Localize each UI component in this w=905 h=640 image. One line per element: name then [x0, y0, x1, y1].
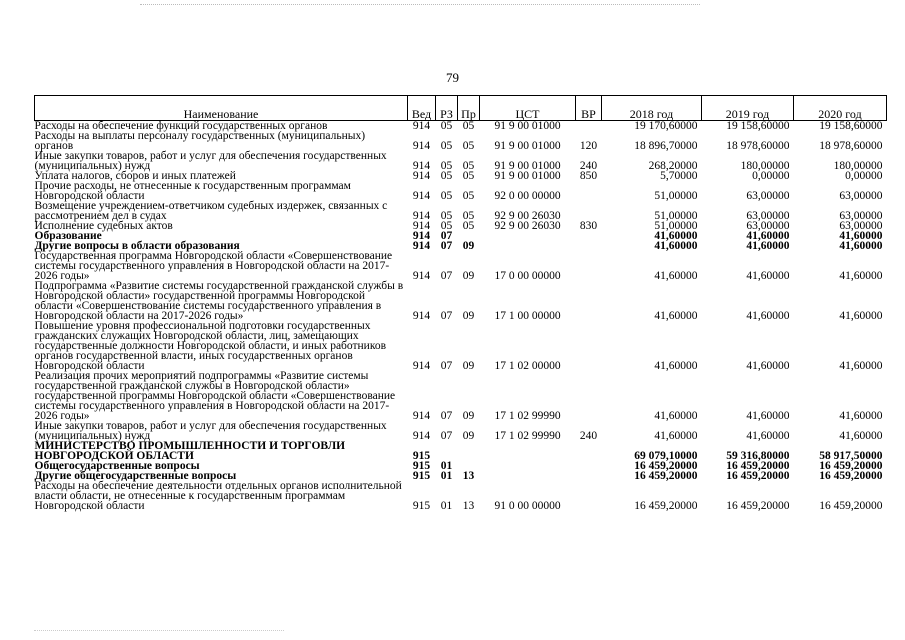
cell-2020: 58 917,50000 — [819, 450, 883, 462]
cell-rz: 07 — [440, 230, 453, 242]
table-row — [35, 481, 887, 511]
cell-ved: 914 — [412, 410, 431, 422]
cell-name: Исполнение судебных актов — [34, 220, 173, 232]
cell-name: Реализация прочих мероприятий подпрограммы «Развитие системы государственной гражданской службы в Новгородской области» государственной программы Новгородской области «Совершенствование системы государственного управления в Новгородской области на 2017-2026 годы» — [34, 370, 396, 422]
cell-rz: 07 — [440, 360, 453, 372]
cell-ved: 915 — [412, 450, 431, 462]
cell-cst: 17 1 02 99990 — [494, 410, 561, 422]
cell-ved: 914 — [412, 360, 431, 372]
cell-ved: 915 — [412, 460, 431, 472]
header-name: Наименование — [35, 96, 408, 121]
cell-2020: 18 978,60000 — [819, 140, 883, 152]
cell-2020: 16 459,20000 — [819, 500, 883, 512]
cell-pr: 09 — [462, 240, 475, 252]
cell-pr: 09 — [462, 430, 475, 442]
table-row — [35, 281, 887, 321]
cell-vr — [576, 231, 602, 241]
cell-vr — [576, 321, 602, 371]
cell-2018: 41,60000 — [654, 360, 698, 372]
cell-pr: 05 — [462, 210, 475, 222]
cell-2018: 18 896,70000 — [634, 140, 698, 152]
cell-2018: 41,60000 — [654, 430, 698, 442]
cell-vr: 240 — [579, 160, 598, 172]
cell-rz: 05 — [440, 220, 453, 232]
cell-pr: 05 — [462, 170, 475, 182]
cell-2020: 41,60000 — [839, 270, 883, 282]
table-header-row — [35, 96, 887, 121]
cell-2020: 41,60000 — [839, 230, 883, 242]
cell-cst: 91 9 00 01000 — [494, 120, 561, 132]
cell-pr: 05 — [462, 220, 475, 232]
cell-2020: 41,60000 — [839, 310, 883, 322]
header-vr: ВР — [576, 96, 602, 121]
cell-vr — [576, 121, 602, 132]
cell-ved: 914 — [412, 210, 431, 222]
cell-rz: 01 — [440, 460, 453, 472]
cell-name: Прочие расходы, не отнесенные к государственным программам Новгородской области — [34, 180, 351, 202]
table-row — [35, 131, 887, 151]
cell-2019: 41,60000 — [746, 360, 790, 372]
cell-2019: 180,00000 — [740, 160, 790, 172]
cell-name: Государственная программа Новгородской области «Совершенствование системы государственного управления в Новгородской области на 2017-2026 годы» — [34, 250, 393, 282]
cell-2019: 41,60000 — [746, 430, 790, 442]
cell-ved: 914 — [412, 270, 431, 282]
cell-rz: 01 — [440, 470, 453, 482]
cell-pr: 05 — [462, 160, 475, 172]
cell-rz — [436, 441, 458, 461]
cell-pr: 09 — [462, 410, 475, 422]
cell-rz: 07 — [440, 240, 453, 252]
cell-name: Возмещение учреждением-ответчиком судебных издержек, связанных с рассмотрением дел в судах — [34, 200, 388, 222]
cell-ved: 914 — [412, 140, 431, 152]
cell-cst: 17 1 00 00000 — [494, 310, 561, 322]
cell-cst — [480, 461, 576, 471]
cell-2019: 63,00000 — [746, 190, 790, 202]
cell-rz: 05 — [440, 160, 453, 172]
cell-vr — [576, 241, 602, 251]
cell-pr: 13 — [462, 470, 475, 482]
cell-vr — [576, 201, 602, 221]
cell-name: Иные закупки товаров, работ и услуг для обеспечения государственных (муниципальных) нужд — [34, 150, 387, 172]
cell-vr: 240 — [579, 430, 598, 442]
cell-cst: 92 0 00 00000 — [494, 190, 561, 202]
header-pr: Пр — [458, 96, 480, 121]
cell-rz: 05 — [440, 120, 453, 132]
cell-cst: 91 0 00 00000 — [494, 500, 561, 512]
cell-name: Расходы на выплаты персоналу государственных (муниципальных) органов — [34, 130, 366, 152]
cell-vr: 120 — [579, 140, 598, 152]
cell-2018: 5,70000 — [660, 170, 698, 182]
cell-2018: 16 459,20000 — [634, 500, 698, 512]
header-2019: 2019 год — [702, 96, 794, 121]
cell-cst — [480, 231, 576, 241]
table-row — [35, 251, 887, 281]
cell-cst: 17 0 00 00000 — [494, 270, 561, 282]
cell-2019: 41,60000 — [746, 270, 790, 282]
cell-2019: 18 978,60000 — [726, 140, 790, 152]
cell-vr — [576, 461, 602, 471]
cell-2019: 16 459,20000 — [726, 460, 790, 472]
cell-cst: 17 1 02 99990 — [494, 430, 561, 442]
cell-name: Другие вопросы в области образования — [34, 240, 240, 252]
cell-2020: 0,00000 — [845, 170, 883, 182]
cell-2020: 41,60000 — [839, 360, 883, 372]
cell-name: Расходы на обеспечение функций государственных органов — [34, 120, 328, 132]
cell-2019: 19 158,60000 — [726, 120, 790, 132]
cell-pr: 05 — [462, 140, 475, 152]
header-ved: Вед — [408, 96, 436, 121]
cell-name: Расходы на обеспечение деятельности отдельных органов исполнительной власти области, не отнесенные к государственным программам Новгородской области — [34, 480, 402, 512]
cell-rz: 05 — [440, 170, 453, 182]
cell-2020: 41,60000 — [839, 240, 883, 252]
cell-vr — [576, 441, 602, 461]
cell-vr — [576, 181, 602, 201]
cell-ved: 915 — [412, 500, 431, 512]
cell-pr: 09 — [462, 310, 475, 322]
table-row — [35, 371, 887, 421]
cell-cst — [480, 471, 576, 481]
cell-2020: 41,60000 — [839, 410, 883, 422]
cell-2020: 63,00000 — [839, 220, 883, 232]
cell-name: Повышение уровня профессиональной подготовки государственных гражданских служащих Новгородской области, лиц, замещающих государственные должности Новгородской области, и иных работников органов государственной власти, иных государственных органов Новгородской области — [34, 320, 387, 372]
cell-cst: 92 9 00 26030 — [494, 210, 561, 222]
cell-cst — [480, 441, 576, 461]
cell-vr — [576, 281, 602, 321]
cell-rz: 07 — [440, 410, 453, 422]
cell-name: Другие общегосударственные вопросы — [34, 470, 237, 482]
scan-artifact-bottom — [34, 630, 284, 631]
cell-2018: 51,00000 — [654, 220, 698, 232]
cell-ved: 914 — [412, 120, 431, 132]
cell-vr — [576, 251, 602, 281]
cell-vr — [576, 481, 602, 511]
cell-2020: 16 459,20000 — [819, 460, 883, 472]
cell-2020: 63,00000 — [839, 210, 883, 222]
cell-cst: 92 9 00 26030 — [494, 220, 561, 232]
cell-2020: 19 158,60000 — [819, 120, 883, 132]
cell-rz: 01 — [440, 500, 453, 512]
cell-ved: 914 — [412, 240, 431, 252]
cell-ved: 914 — [412, 430, 431, 442]
cell-cst: 91 9 00 01000 — [494, 160, 561, 172]
cell-cst — [480, 241, 576, 251]
cell-ved: 914 — [412, 160, 431, 172]
table-row — [35, 421, 887, 441]
cell-2019: 63,00000 — [746, 220, 790, 232]
cell-2018: 268,20000 — [648, 160, 698, 172]
cell-2018: 41,60000 — [654, 410, 698, 422]
cell-2020: 16 459,20000 — [819, 470, 883, 482]
cell-name: МИНИСТЕРСТВО ПРОМЫШЛЕННОСТИ И ТОРГОВЛИ НОВГОРОДСКОЙ ОБЛАСТИ — [34, 440, 346, 462]
cell-rz: 07 — [440, 430, 453, 442]
cell-2019: 41,60000 — [746, 240, 790, 252]
cell-name: Иные закупки товаров, работ и услуг для обеспечения государственных (муниципальных) нужд — [34, 420, 387, 442]
cell-vr — [576, 471, 602, 481]
cell-2019: 41,60000 — [746, 230, 790, 242]
cell-vr — [576, 371, 602, 421]
page-number: 79 — [446, 70, 459, 85]
cell-2020: 41,60000 — [839, 430, 883, 442]
header-2018: 2018 год — [602, 96, 702, 121]
cell-2018: 51,00000 — [654, 190, 698, 202]
table-row — [35, 151, 887, 171]
cell-pr: 09 — [462, 360, 475, 372]
budget-table — [34, 95, 887, 511]
cell-cst: 17 1 02 00000 — [494, 360, 561, 372]
cell-pr: 09 — [462, 270, 475, 282]
table-row — [35, 321, 887, 371]
cell-ved: 914 — [412, 310, 431, 322]
cell-rz: 05 — [440, 140, 453, 152]
cell-2018: 41,60000 — [654, 270, 698, 282]
cell-2019: 0,00000 — [752, 170, 790, 182]
cell-rz: 07 — [440, 270, 453, 282]
cell-ved: 915 — [412, 470, 431, 482]
cell-2018: 41,60000 — [654, 240, 698, 252]
cell-2018: 16 459,20000 — [634, 460, 698, 472]
cell-ved: 914 — [412, 230, 431, 242]
cell-pr — [458, 441, 480, 461]
cell-rz: 07 — [440, 310, 453, 322]
cell-name: Уплата налогов, сборов и иных платежей — [34, 170, 236, 182]
cell-name: Образование — [34, 230, 102, 242]
cell-2018: 41,60000 — [654, 230, 698, 242]
cell-vr: 830 — [579, 220, 598, 232]
cell-rz: 05 — [440, 190, 453, 202]
table-row — [35, 181, 887, 201]
cell-name: Подпрограмма «Развитие системы государственной гражданской службы в Новгородской области» государственной программы Новгородской области «Совершенствование системы государственного управления в Новгородской области на 2017-2026 годы» — [34, 280, 404, 322]
cell-2019: 16 459,20000 — [726, 500, 790, 512]
cell-cst: 91 9 00 01000 — [494, 170, 561, 182]
cell-2019: 59 316,80000 — [726, 450, 790, 462]
cell-2019: 16 459,20000 — [726, 470, 790, 482]
header-2020: 2020 год — [794, 96, 887, 121]
cell-2018: 69 079,10000 — [634, 450, 698, 462]
cell-2019: 41,60000 — [746, 410, 790, 422]
cell-pr: 13 — [462, 500, 475, 512]
header-rz: РЗ — [436, 96, 458, 121]
table-row — [35, 441, 887, 461]
cell-ved: 914 — [412, 170, 431, 182]
cell-cst: 91 9 00 01000 — [494, 140, 561, 152]
cell-vr: 850 — [579, 170, 598, 182]
cell-name: Общегосударственные вопросы — [34, 460, 200, 472]
cell-2020: 180,00000 — [833, 160, 883, 172]
table-body — [35, 121, 887, 512]
cell-ved: 914 — [412, 190, 431, 202]
cell-pr: 05 — [462, 190, 475, 202]
cell-pr: 05 — [462, 120, 475, 132]
header-cst: ЦСТ — [480, 96, 576, 121]
cell-2018: 19 170,60000 — [634, 120, 698, 132]
cell-ved: 914 — [412, 220, 431, 232]
cell-2019: 41,60000 — [746, 310, 790, 322]
cell-2018: 51,00000 — [654, 210, 698, 222]
cell-2020: 63,00000 — [839, 190, 883, 202]
table-row — [35, 201, 887, 221]
cell-2018: 41,60000 — [654, 310, 698, 322]
cell-2019: 63,00000 — [746, 210, 790, 222]
cell-2018: 16 459,20000 — [634, 470, 698, 482]
scan-artifact-line — [140, 4, 700, 5]
cell-rz: 05 — [440, 210, 453, 222]
